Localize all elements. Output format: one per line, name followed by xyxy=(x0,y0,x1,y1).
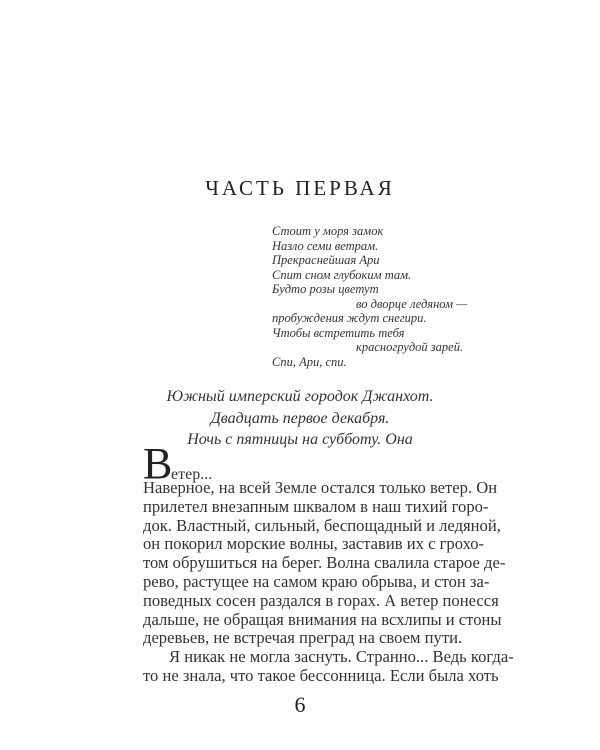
poem-line: Будто розы цветут xyxy=(272,282,379,296)
poem-line: Назло семи ветрам. xyxy=(272,238,379,253)
poem-epigraph xyxy=(272,224,467,369)
body-line: Наверное, на всей Земле остался только ветер. Он xyxy=(143,478,498,497)
poem-line: красногрудой зарей. xyxy=(356,340,464,354)
drop-cap: В xyxy=(143,439,173,488)
body-line: прилетел внезапным шквалом в наш тихий горо- xyxy=(143,496,489,516)
epigraph-line: Южный имперский городок Джанхот. xyxy=(166,388,434,405)
page-number: 6 xyxy=(294,692,306,717)
body-line: деревьев, не встречая преград на своем пути. xyxy=(143,628,463,648)
chapter-title: ЧАСТЬ ПЕРВАЯ xyxy=(205,176,395,200)
poem-line: Стоит у моря замок xyxy=(272,224,384,238)
poem-line: Спи, Ари, спи. xyxy=(272,354,347,369)
body-line: поведных сосен раздался в горах. А ветер понесся xyxy=(143,590,499,610)
poem-line: пробуждения ждут снегири. xyxy=(272,311,427,325)
poem-line: Прекраснейшая Ари xyxy=(272,253,380,267)
body-line: он покорил морские волны, заставив их с грохо- xyxy=(143,534,485,554)
setting-epigraph xyxy=(0,386,600,451)
body-line: то не знала, что такое бессонница. Если была хоть xyxy=(143,665,499,685)
body-line: дальше, не обращая внимания на всхлипы и стоны xyxy=(143,609,502,629)
body-line: док. Властный, сильный, беспощадный и ледяной, xyxy=(143,515,501,535)
body-text xyxy=(143,478,514,686)
epigraph-line: Ночь с пятницы на субботу. Она xyxy=(187,431,413,448)
poem-line: Спит сном глубоким там. xyxy=(272,267,412,282)
body-line: том обрушиться на берег. Волна свалила старое де- xyxy=(143,553,506,573)
body-line: рево, растущее на самом краю обрыва, и стон за- xyxy=(143,571,490,591)
drop-cap-rest: етер... xyxy=(171,466,213,483)
body-line: Я никак не могла заснуть. Странно... Ведь когда- xyxy=(169,647,514,667)
poem-line: во дворце ледяном — xyxy=(356,296,468,311)
epigraph-line: Двадцать первое декабря. xyxy=(210,409,390,427)
poem-line: Чтобы встретить тебя xyxy=(272,325,405,340)
